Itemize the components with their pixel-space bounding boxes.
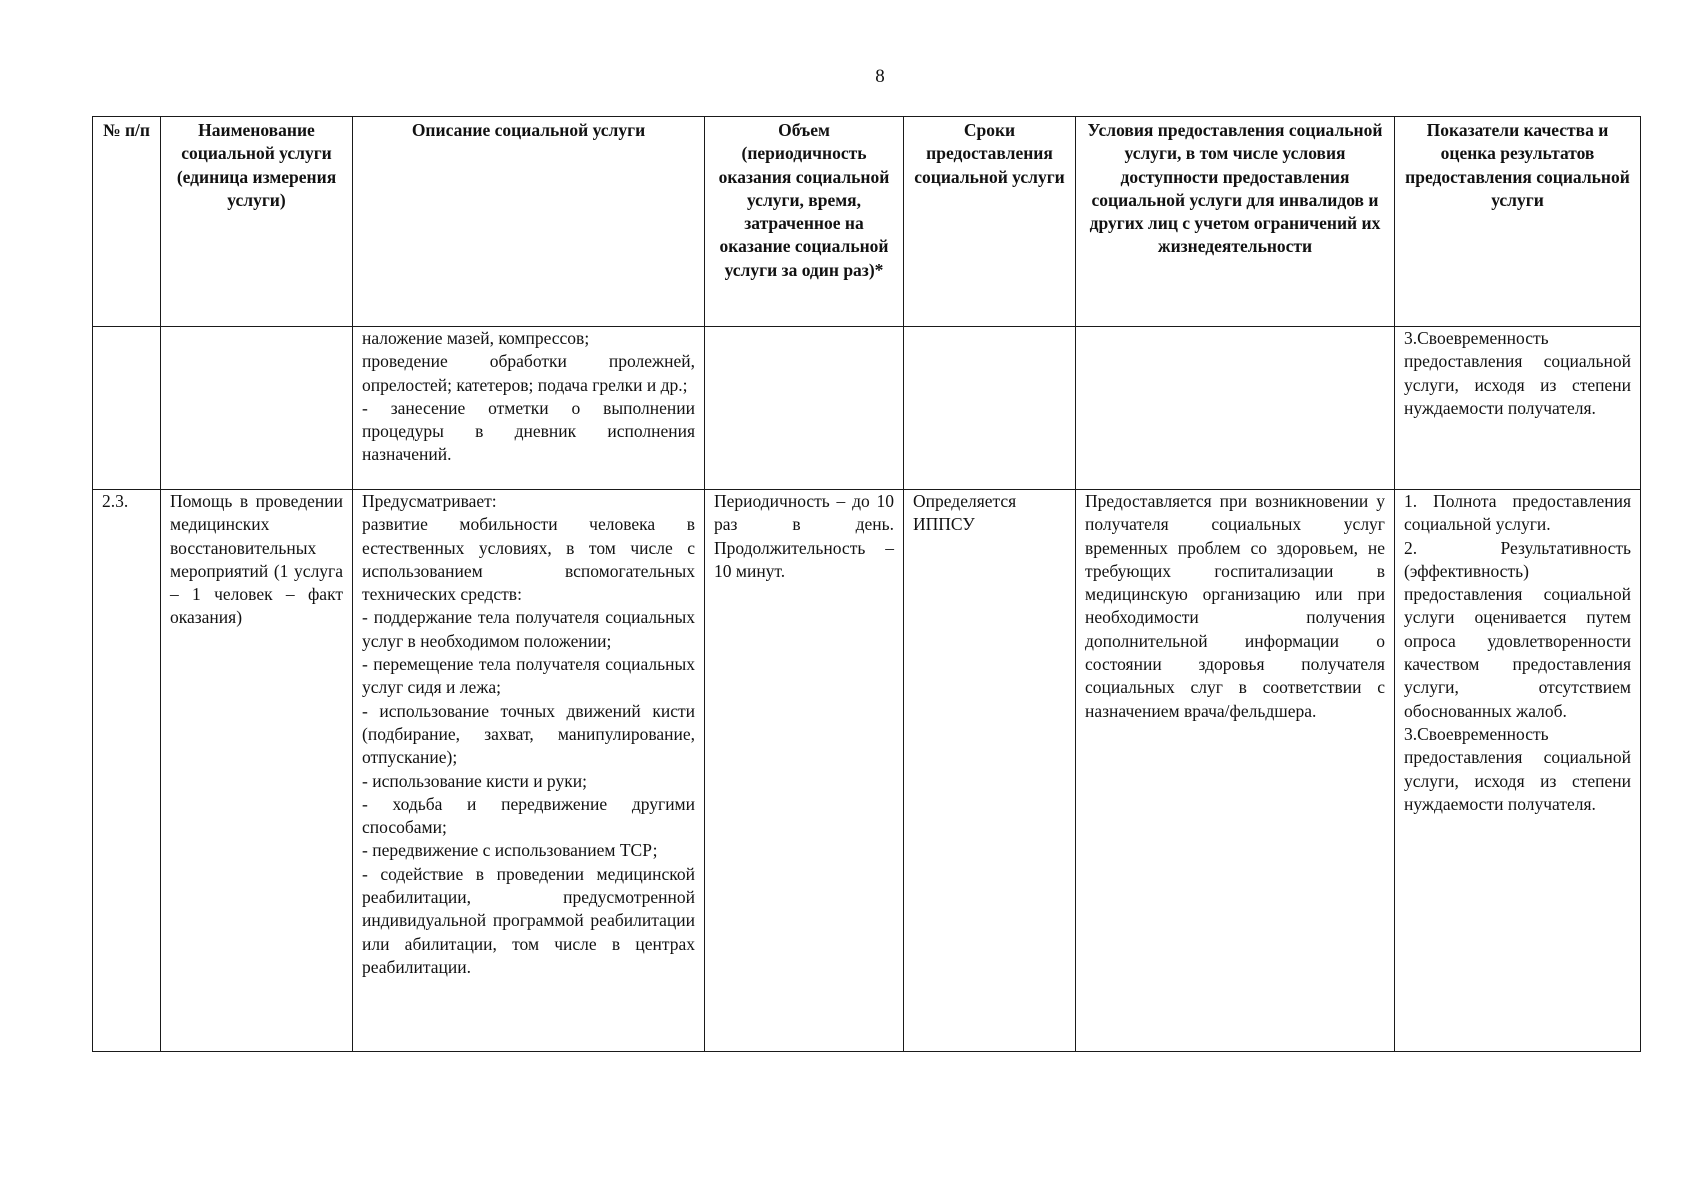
- quality-line: 1. Полнота предоставления социальной услуги.: [1404, 491, 1631, 535]
- description-line: - использование точных движений кисти (подбирание, захват, манипулирование, отпускание);: [362, 700, 695, 768]
- cell-num: [93, 327, 161, 490]
- description-line: - передвижение с использованием ТСР;: [362, 840, 658, 861]
- description-line: - перемещение тела получателя социальных услуг сидя и лежа;: [362, 654, 695, 698]
- header-volume: Объем (периодичность оказания социальной услуги, время, затраченное на оказание социальной услуги за один раз)*: [705, 117, 904, 327]
- cell-conditions: Предоставляется при возникновении у получателя социальных услуг временных проблем со здоровьем, не требующих госпитализации в медицинскую организацию или при необходимости получения дополнительной информации о состоянии здоровья получателя социальных слуг в соответствии с назначением врача/фельдшера.: [1076, 490, 1395, 1052]
- table-row: [93, 327, 1641, 490]
- description-line: - ходьба и передвижение другими способами;: [362, 793, 695, 838]
- description-line: - использование кисти и руки;: [362, 770, 587, 791]
- cell-service-name: Помощь в проведении медицинских восстановительных мероприятий (1 услуга – 1 человек – факт оказания): [161, 490, 353, 1052]
- cell-service-name: [161, 327, 353, 490]
- cell-num: 2.3.: [93, 490, 161, 1052]
- header-description: Описание социальной услуги: [353, 117, 705, 327]
- cell-description: [353, 490, 705, 1052]
- social-services-table: [92, 116, 1641, 1052]
- quality-line: 3.Своевременность предоставления социальной услуги, исходя из степени нуждаемости получателя.: [1404, 723, 1631, 814]
- cell-terms: Определяется ИППСУ: [904, 490, 1076, 1052]
- header-conditions: Условия предоставления социальной услуги, в том числе условия доступности предоставления социальной услуги для инвалидов и других лиц с учетом ограничений их жизнедеятельности: [1076, 117, 1395, 327]
- description-line: наложение мазей, компрессов;: [362, 328, 590, 348]
- description-line: Предусматривает:: [362, 491, 497, 511]
- cell-volume: [705, 327, 904, 490]
- quality-line: 3.Своевременность предоставления социальной услуги, исходя из степени нуждаемости получателя.: [1404, 328, 1631, 418]
- description-line: развитие мобильности человека в естественных условиях, в том числе с использованием вспомогательных технических средств:: [362, 514, 695, 605]
- header-num: № п/п: [93, 117, 161, 327]
- cell-description: [353, 327, 705, 490]
- description-line: - содействие в проведении медицинской реабилитации, предусмотренной индивидуальной программой реабилитации или абилитации, том числе в центрах реабилитации.: [362, 863, 695, 977]
- header-service-name: Наименование социальной услуги (единица измерения услуги): [161, 117, 353, 327]
- header-terms: Сроки предоставления социальной услуги: [904, 117, 1076, 327]
- description-line: - поддержание тела получателя социальных услуг в необходимом положении;: [362, 607, 695, 651]
- table-row: [93, 490, 1641, 1052]
- page-number: 8: [875, 66, 885, 87]
- cell-volume: Периодичность – до 10 раз в день. Продолжительность – 10 минут.: [705, 490, 904, 1052]
- description-line: - занесение отметки о выполнении процедуры в дневник исполнения назначений.: [362, 397, 695, 465]
- cell-conditions: [1076, 327, 1395, 490]
- quality-line: 2. Результативность (эффективность) предоставления социальной услуги оценивается путем опроса удовлетворенности качеством предоставления услуги, отсутствием обоснованных жалоб.: [1404, 537, 1631, 721]
- cell-quality: [1395, 490, 1641, 1052]
- description-line: проведение обработки пролежней, опрелостей; катетеров; подача грелки и др.;: [362, 351, 695, 395]
- table-header-row: [93, 117, 1641, 327]
- cell-quality: [1395, 327, 1641, 490]
- cell-terms: [904, 327, 1076, 490]
- header-quality: Показатели качества и оценка результатов предоставления социальной услуги: [1395, 117, 1641, 327]
